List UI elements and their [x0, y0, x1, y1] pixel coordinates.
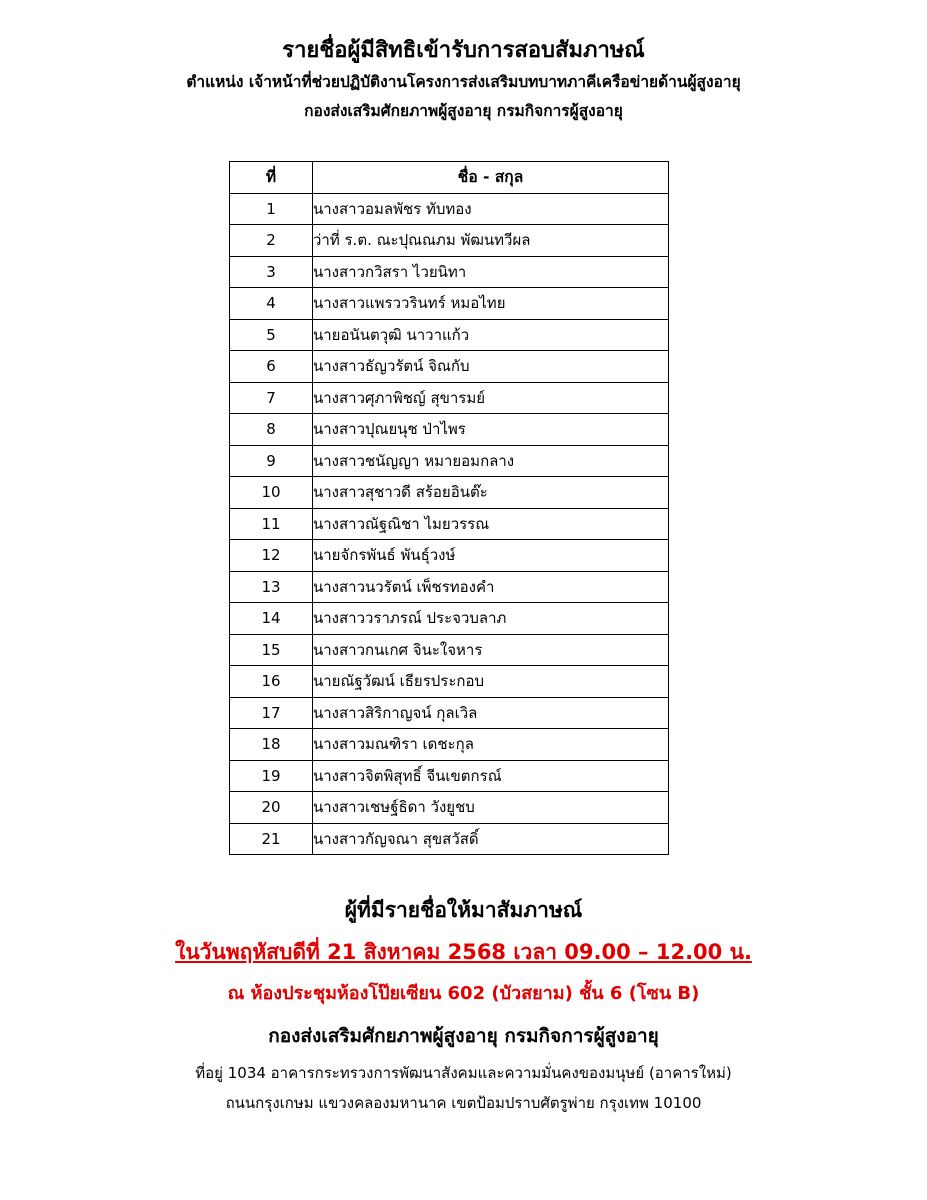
header-full-name: ชื่อ - สกุล	[313, 162, 669, 194]
row-name: นางสาวเชษฐ์ธิดา วังยูชบ	[313, 792, 669, 824]
row-name: นางสาวมณฑิรา เดชะกุล	[313, 729, 669, 761]
row-name: นางสาวจิตพิสุทธิ์ จีนเขตกรณ์	[313, 760, 669, 792]
organization-name: กองส่งเสริมศักยภาพผู้สูงอายุ กรมกิจการผู้สูงอายุ	[268, 1025, 659, 1047]
table-row	[230, 729, 669, 761]
row-name: นางสาวนวรัตน์ เพ็ชรทองคำ	[313, 571, 669, 603]
row-name: นางสาวกนเกศ จินะใจหาร	[313, 634, 669, 666]
row-name: นายณัฐวัฒน์ เธียรประกอบ	[313, 666, 669, 698]
row-number: 5	[230, 319, 313, 351]
table-row	[230, 508, 669, 540]
document-footer	[0, 890, 927, 1118]
row-number: 2	[230, 225, 313, 257]
address-line-1: ที่อยู่ 1034 อาคารกระทรวงการพัฒนาสังคมและความมั่นคงของมนุษย์ (อาคารใหม่)	[195, 1064, 732, 1082]
table-row	[230, 571, 669, 603]
row-number: 6	[230, 351, 313, 383]
table-header-row	[230, 162, 669, 194]
table-row	[230, 382, 669, 414]
row-number: 3	[230, 256, 313, 288]
row-number: 19	[230, 760, 313, 792]
table-row	[230, 319, 669, 351]
row-number: 13	[230, 571, 313, 603]
table-row	[230, 666, 669, 698]
table-row	[230, 193, 669, 225]
row-number: 16	[230, 666, 313, 698]
address-line-2: ถนนกรุงเกษม แขวงคลองมหานาค เขตป้อมปราบศัตรูพ่าย กรุงเทพ 10100	[225, 1094, 702, 1112]
table-row	[230, 603, 669, 635]
row-number: 1	[230, 193, 313, 225]
row-number: 10	[230, 477, 313, 509]
table-row	[230, 540, 669, 572]
row-number: 15	[230, 634, 313, 666]
row-name: นางสาวชนัญญา หมายอมกลาง	[313, 445, 669, 477]
table-row	[230, 351, 669, 383]
row-number: 9	[230, 445, 313, 477]
row-name: นางสาวกวิสรา ไวยนิทา	[313, 256, 669, 288]
department-name: กองส่งเสริมศักยภาพผู้สูงอายุ กรมกิจการผู้สูงอายุ	[304, 102, 623, 120]
row-name: นายอนันตวุฒิ นาวาแก้ว	[313, 319, 669, 351]
interview-date: ในวันพฤหัสบดีที่ 21 สิงหาคม 2568 เวลา 09.00 – 12.00 น.	[175, 940, 752, 964]
row-name: นางสาวแพรววรินทร์ หมอไทย	[313, 288, 669, 320]
document-header	[0, 34, 927, 126]
row-name: นางสาวสุชาวดี สร้อยอินต๊ะ	[313, 477, 669, 509]
document-title: รายชื่อผู้มีสิทธิเข้ารับการสอบสัมภาษณ์	[282, 38, 645, 63]
table-row	[230, 823, 669, 855]
row-number: 18	[230, 729, 313, 761]
row-name: นางสาวปุณยนุช ป่าไพร	[313, 414, 669, 446]
row-number: 14	[230, 603, 313, 635]
row-name: นางสาววราภรณ์ ประจวบลาภ	[313, 603, 669, 635]
row-name: นางสาวกัญจณา สุขสวัสดิ์	[313, 823, 669, 855]
row-number: 17	[230, 697, 313, 729]
table-row	[230, 414, 669, 446]
table-row	[230, 445, 669, 477]
header-number: ที่	[230, 162, 313, 194]
row-name: ว่าที่ ร.ต. ณะปุณณภม พัฒนทวีผล	[313, 225, 669, 257]
table-row	[230, 792, 669, 824]
table-row	[230, 697, 669, 729]
row-number: 4	[230, 288, 313, 320]
table-row	[230, 634, 669, 666]
row-number: 12	[230, 540, 313, 572]
position-title: ตำแหน่ง เจ้าหน้าที่ช่วยปฏิบัติงานโครงการส่งเสริมบทบาทภาคีเครือข่ายด้านผู้สูงอายุ	[186, 73, 741, 91]
row-number: 11	[230, 508, 313, 540]
table-row	[230, 256, 669, 288]
row-name: นางสาวสิริกาญจน์ กุลเวิล	[313, 697, 669, 729]
table-row	[230, 760, 669, 792]
interview-notice: ผู้ที่มีรายชื่อให้มาสัมภาษณ์	[344, 898, 583, 922]
table-row	[230, 225, 669, 257]
row-number: 8	[230, 414, 313, 446]
row-number: 7	[230, 382, 313, 414]
row-name: นางสาวศุภาพิชญ์ สุขารมย์	[313, 382, 669, 414]
row-name: นางสาวธัญวรัตน์ จิณกับ	[313, 351, 669, 383]
row-name: นางสาวณัฐณิชา ไมยวรรณ	[313, 508, 669, 540]
interview-venue: ณ ห้องประชุมห้องโป๊ยเซียน 602 (บัวสยาม) ชั้น 6 (โซน B)	[227, 983, 700, 1004]
candidate-table	[229, 161, 669, 855]
row-name: นายจักรพันธ์ พันธุ์วงษ์	[313, 540, 669, 572]
table-row	[230, 477, 669, 509]
table-row	[230, 288, 669, 320]
row-number: 20	[230, 792, 313, 824]
row-name: นางสาวอมลพัชร ทับทอง	[313, 193, 669, 225]
row-number: 21	[230, 823, 313, 855]
